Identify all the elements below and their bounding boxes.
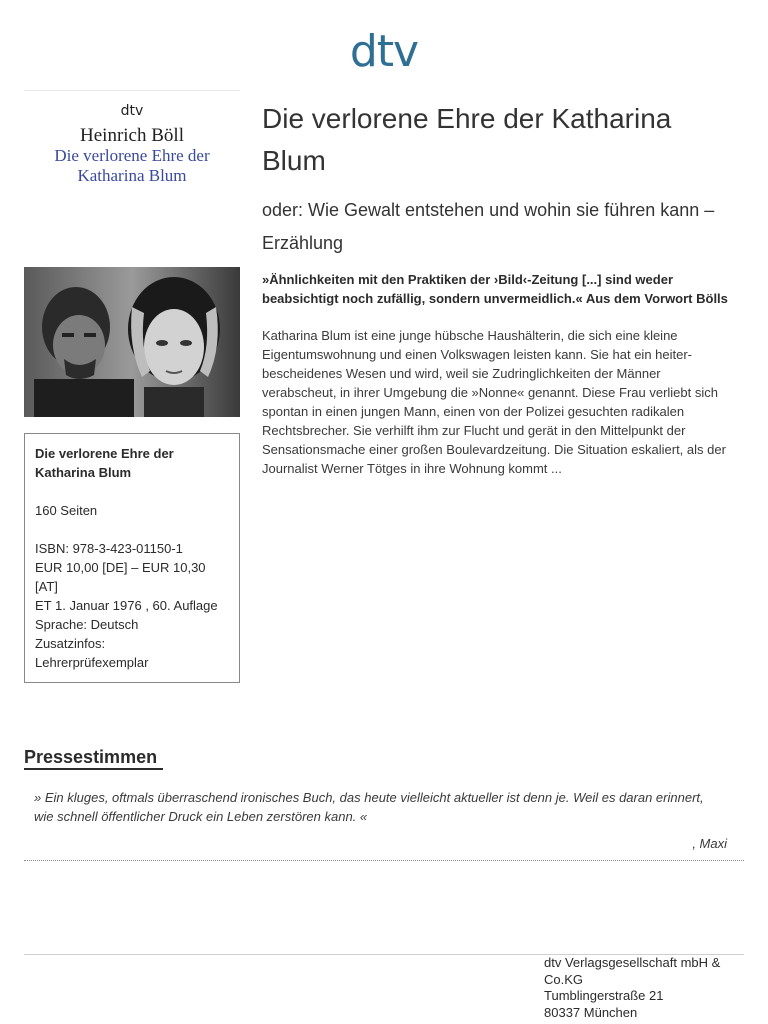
cover-author: Heinrich Böll	[80, 125, 184, 146]
book-cover	[24, 90, 240, 417]
press-heading: Pressestimmen	[24, 746, 163, 770]
book-quote: »Ähnlichkeiten mit den Praktiken der ›Bild‹-Zeitung [...] sind weder beabsichtigt noch zufällig, sondern unvermeidlich.« Aus dem Vorwort Bölls	[262, 272, 728, 306]
footer-company: dtv Verlagsgesellschaft mbH & Co.KG	[544, 955, 721, 987]
book-subtitle: oder: Wie Gewalt entstehen und wohin sie führen kann – Erzählung	[262, 200, 715, 253]
press-divider	[24, 860, 744, 861]
book-main-content	[262, 98, 732, 478]
press-quote: » Ein kluges, oftmals überraschend ironisches Buch, das heute vielleicht aktueller ist denn je. Weil es daran erinnert, wie schnell öffentlicher Druck ein Leben zerstören kann. «	[34, 790, 704, 824]
details-language: Sprache: Deutsch	[35, 617, 139, 632]
book-details-box	[24, 433, 240, 683]
book-title: Die verlorene Ehre der Katharina Blum	[262, 103, 672, 176]
details-edition: ET 1. Januar 1976 , 60. Auflage	[35, 598, 218, 613]
footer-address	[544, 955, 744, 1021]
cover-photo	[24, 267, 240, 417]
details-extra-label: Zusatzinfos:	[35, 636, 106, 651]
details-title: Die verlorene Ehre der Katharina Blum	[35, 446, 174, 480]
footer-city: 80337 München	[544, 1004, 638, 1020]
details-price: EUR 10,00 [DE] – EUR 10,30 [AT]	[35, 560, 206, 594]
footer-street: Tumblingerstraße 21	[544, 988, 664, 1003]
details-pages: 160 Seiten	[35, 503, 98, 518]
cover-publisher: dtv	[120, 103, 144, 119]
details-extra-value: Lehrerprüfexemplar	[35, 655, 149, 670]
dtv-logo[interactable]: dtv	[349, 26, 419, 77]
book-description: Katharina Blum ist eine junge hübsche Haushälterin, die sich eine kleine Eigentumswohnung und einen Volkswagen leisten kann. Sie hat ein heiter-bescheidenes Wesen und wird, weil sie Zudringlichkeiten der Männer verabscheut, in ihrer Umgebung die »Nonne« genannt. Diese Frau verliebt sich spontan in einen jungen Mann, einen von der Polizei gesuchten radikalen Rechtsbrecher. Sie verhilft ihm zur Flucht und gerät in den Mittelpunkt der Sensationsmache einer großen Boulevardzeitung. Die Situation eskaliert, als der Journalist Werner Tötges in ihre Wohnung kommt ...	[262, 328, 726, 476]
press-source: , Maxi	[692, 836, 727, 851]
details-isbn: ISBN: 978-3-423-01150-1	[35, 541, 183, 556]
cover-title: Die verlorene Ehre der Katharina Blum	[54, 146, 210, 185]
